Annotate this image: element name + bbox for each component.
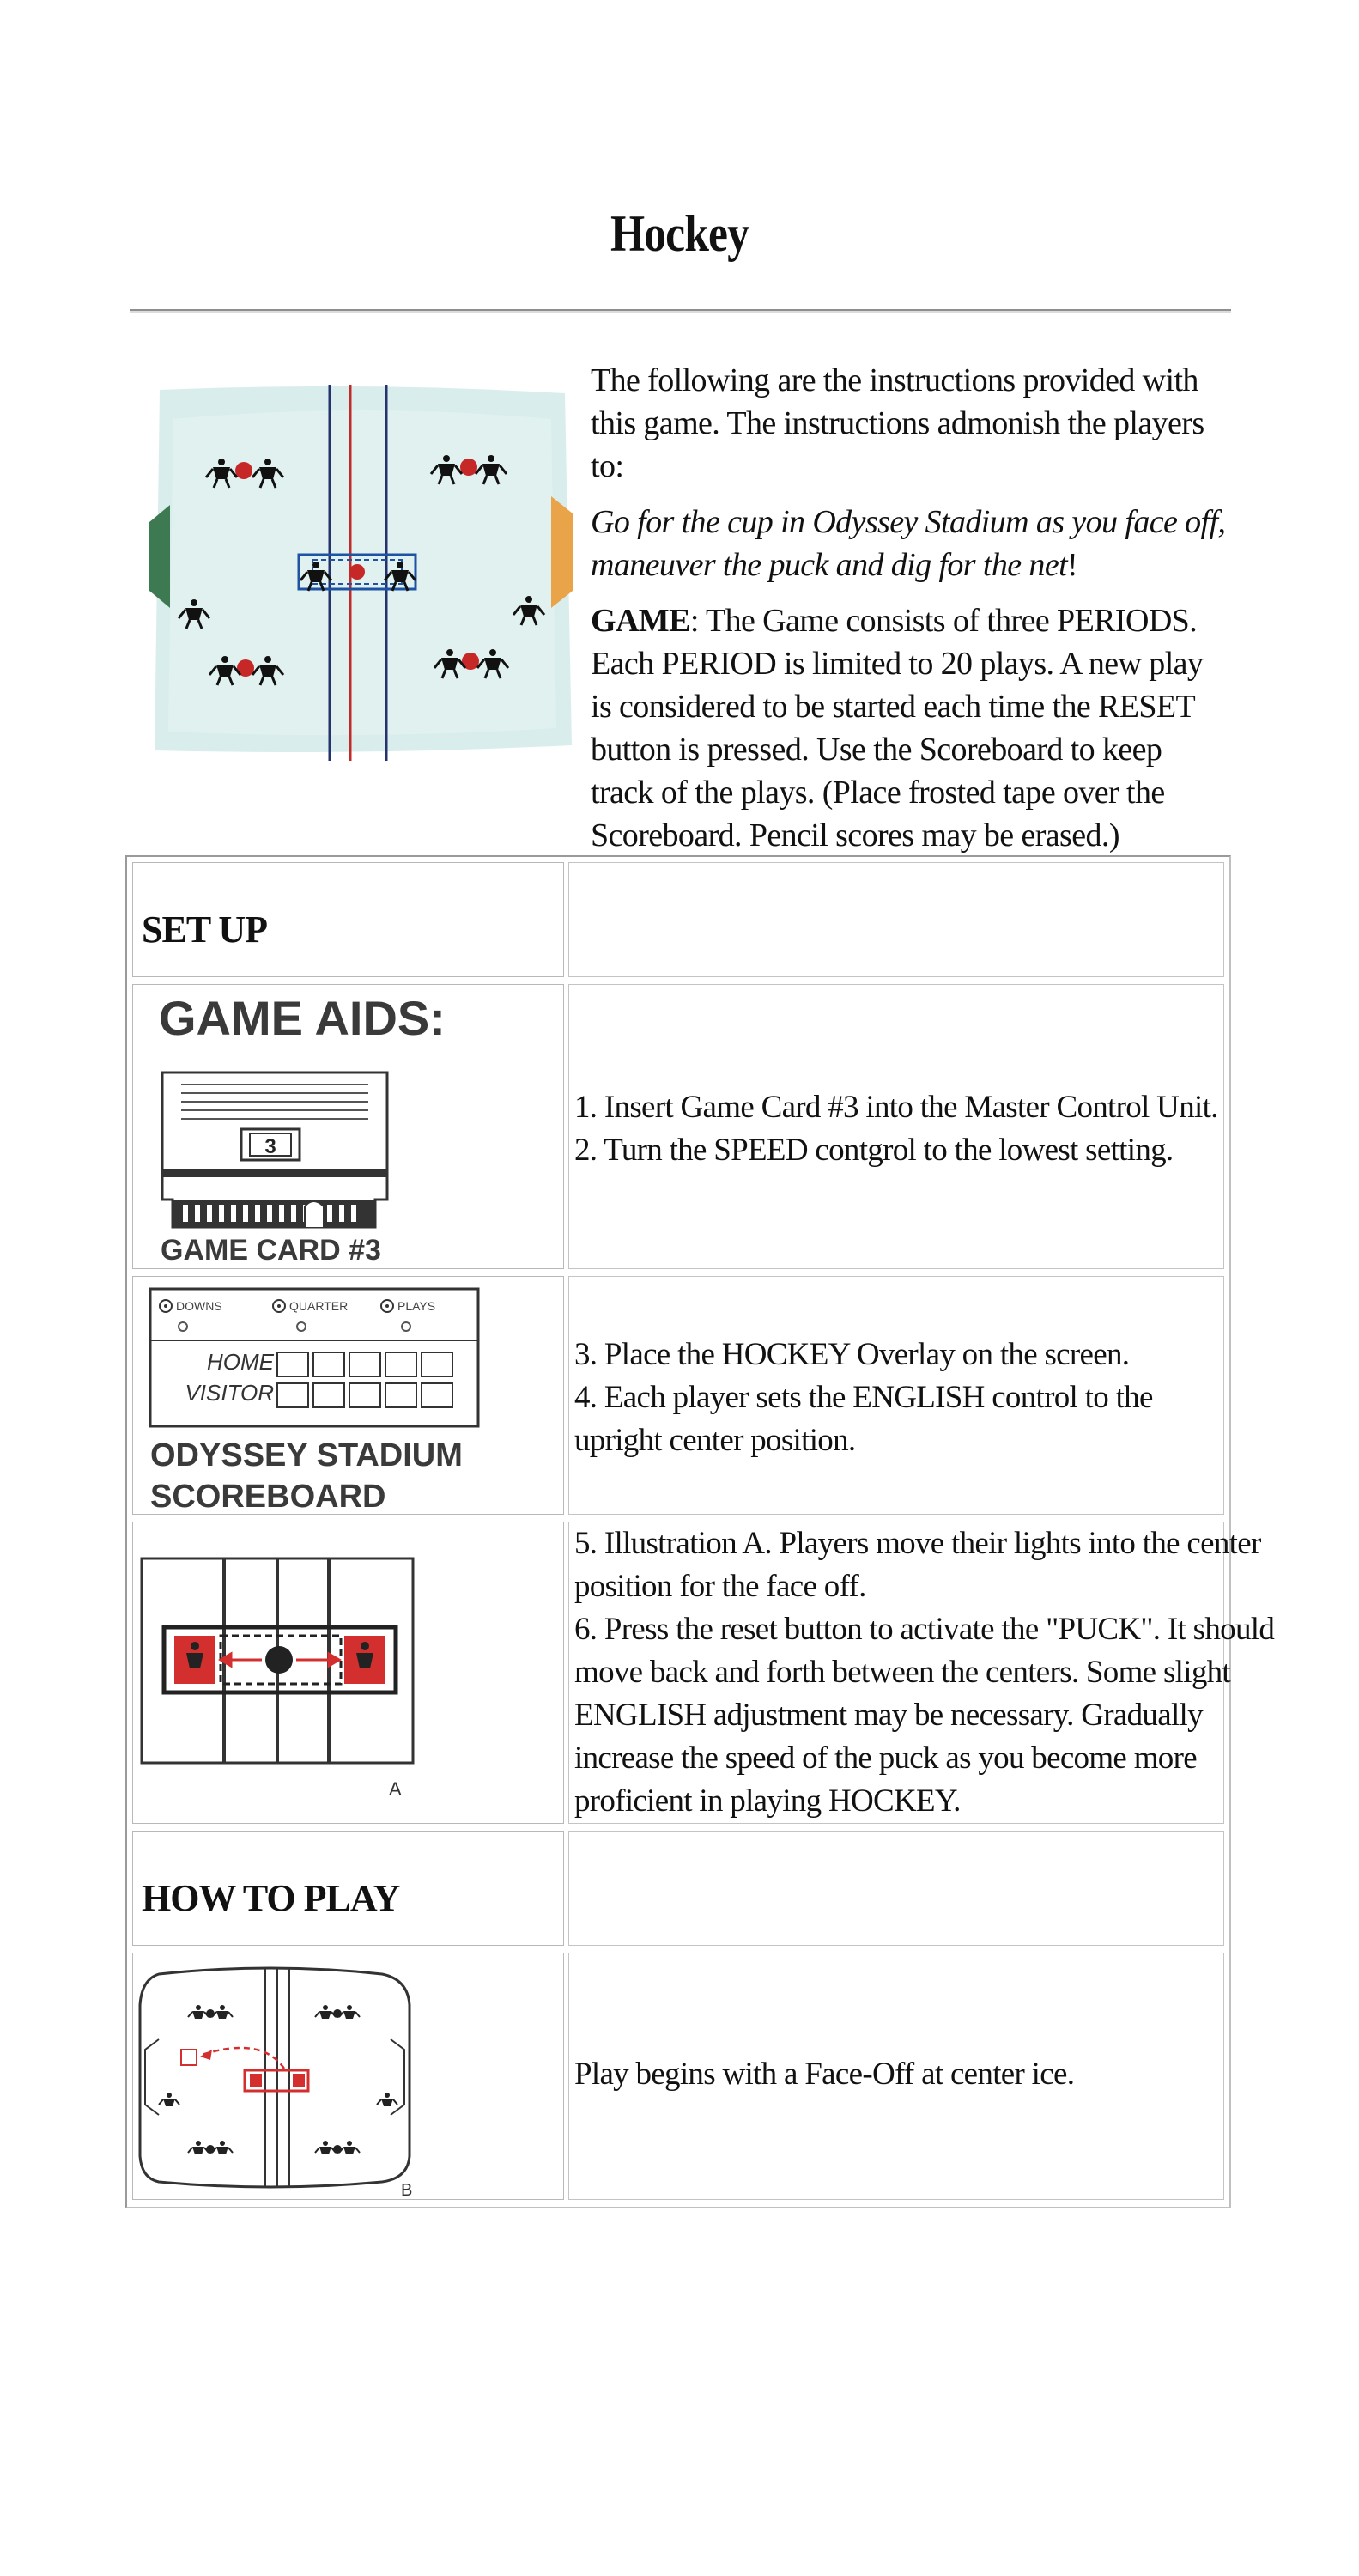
setup-heading-cell [132,862,564,977]
illustration-a-steps-cell [568,1522,1275,1824]
card-caption: GAME CARD #3 [161,1234,381,1267]
game-card-image [133,985,563,1268]
scoreboard-visitor: VISITOR [185,1380,274,1406]
title-divider [130,309,1231,313]
scoreboard-label-downs: DOWNS [176,1299,222,1313]
step-5-cont: position for the face off. [574,1569,866,1604]
game-aids-title: GAME AIDS: [159,991,446,1045]
quote-end: ! [1067,547,1078,583]
game-aids-steps [574,1086,1227,1172]
how-to-play-empty-cell [568,1831,1224,1946]
step-4: 4. Each player sets the ENGLISH control to the [574,1380,1153,1415]
scoreboard-steps-cell [568,1276,1224,1515]
hockey-overlay-image [148,385,574,761]
game-text: : The Game consists of three PERIODS. Each PERIOD is limited to 20 plays. A new play is considered to be started each time the RESET button is pressed. Use the Scoreboard to keep track of the plays. (Place frosted tape over the Scoreboard. Pencil scores may be erased.) [591,603,1204,854]
illustration-a-image [133,1522,563,1823]
illustration-b-image [133,1953,563,2199]
setup-heading: SET UP [142,908,268,951]
intro-text [591,359,1226,870]
step-5: 5. Illustration A. Players move their lights into the center [574,1526,1261,1561]
step-6-cont-2: ENGLISH adjustment may be necessary. Gradually [574,1698,1203,1733]
game-label: GAME [591,603,690,639]
game-paragraph [591,599,1226,857]
step-4-cont: upright center position. [574,1423,856,1458]
scoreboard-label-plays: PLAYS [397,1299,436,1313]
how-to-play-heading: HOW TO PLAY [142,1877,400,1919]
illustration-a-label: A [389,1778,402,1800]
game-aids-steps-cell [568,984,1224,1269]
step-2: 2. Turn the SPEED contgrol to the lowest setting. [574,1133,1174,1168]
illustration-b-text [574,2053,1227,2096]
scoreboard-home: HOME [207,1349,274,1375]
illustration-b-cell [132,1953,564,2200]
scoreboard-cell [132,1276,564,1515]
scoreboard-steps [574,1334,1227,1462]
step-6-cont-3: increase the speed of the puck as you become more [574,1741,1197,1776]
scoreboard-label-quarter: QUARTER [289,1299,349,1313]
intro-paragraph: The following are the instructions provided with this game. The instructions admonish the players to: [591,362,1204,484]
game-aids-cell [132,984,564,1269]
scoreboard-caption-2: SCOREBOARD [150,1479,386,1514]
illustration-b-text-cell [568,1953,1224,2200]
scoreboard-image [133,1277,563,1514]
step-3: 3. Place the HOCKEY Overlay on the screen. [574,1337,1130,1372]
page-title: Hockey [610,205,749,262]
illustration-a-cell [132,1522,564,1824]
illustration-b-label: B [401,2181,413,2199]
step-6-cont-1: move back and forth between the centers. Some slight [574,1655,1230,1690]
step-6-cont-4: proficient in playing HOCKEY. [574,1783,961,1819]
card-number: 3 [264,1135,276,1158]
setup-empty-cell [568,862,1224,977]
face-off-text: Play begins with a Face-Off at center ice. [574,2057,1075,2092]
step-6: 6. Press the reset button to activate the "PUCK". It should [574,1612,1275,1647]
scoreboard-caption-1: ODYSSEY STADIUM [150,1437,463,1473]
quote-text: Go for the cup in Odyssey Stadium as you face off, maneuver the puck and dig for the net [591,504,1226,583]
how-to-play-heading-cell [132,1831,564,1946]
intro-quote [591,501,1226,586]
step-1: 1. Insert Game Card #3 into the Master Control Unit. [574,1090,1218,1125]
illustration-a-steps [574,1522,1275,1823]
